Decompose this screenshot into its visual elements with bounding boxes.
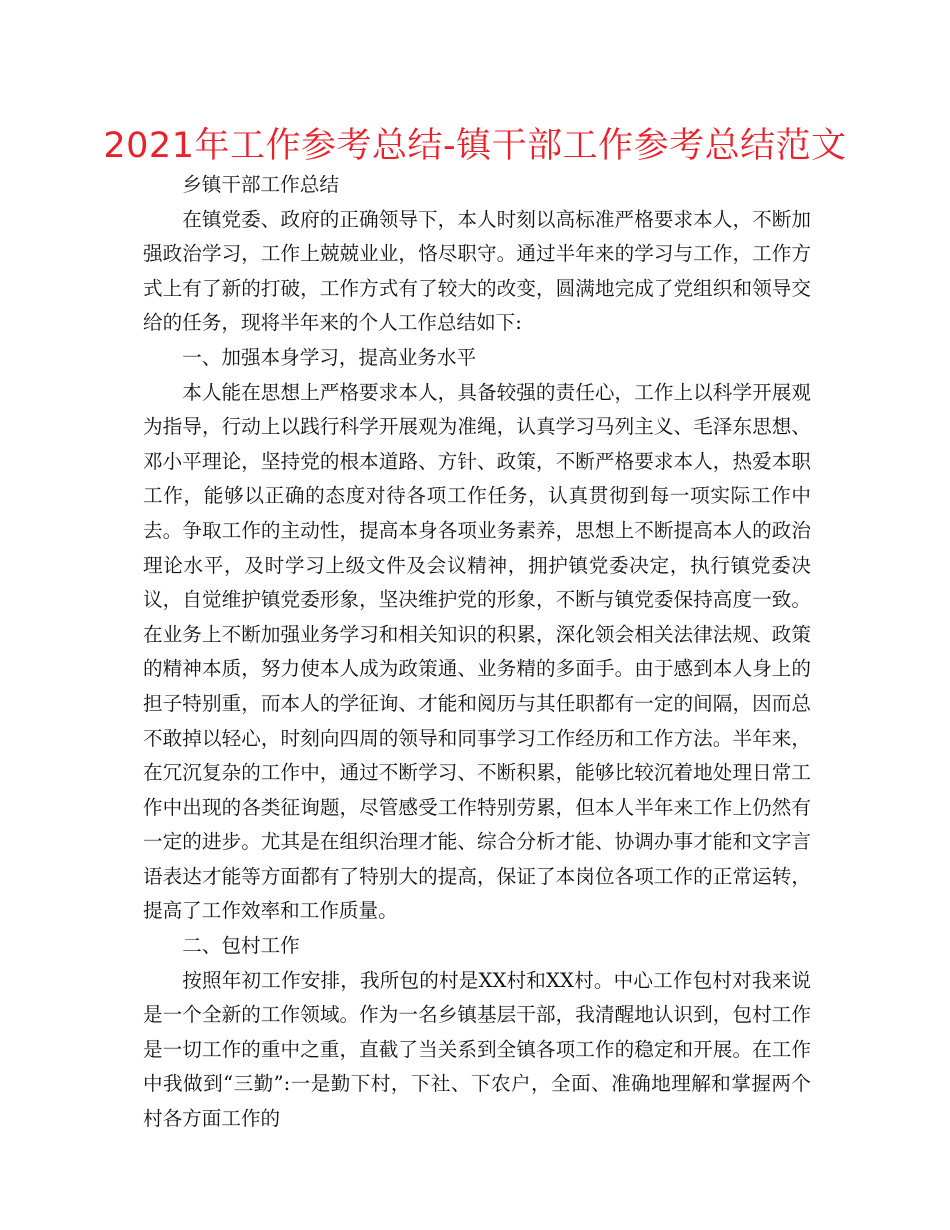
- document-body: [143, 168, 811, 1137]
- document-title: 2021年工作参考总结-镇干部工作参考总结范文: [103, 126, 847, 166]
- paragraph-intro: 在镇党委、政府的正确领导下，本人时刻以高标准严格要求本人，不断加强政治学习，工作上兢兢业业，恪尽职守。通过半年来的学习与工作，工作方式上有了新的打破，工作方式有了较大的改变，圆满地完成了党组织和领导交给的任务，现将半年来的个人工作总结如下:: [143, 207, 811, 335]
- section-heading-1: 一、加强本身学习，提高业务水平: [182, 345, 477, 369]
- paragraph-village-work: 按照年初工作安排，我所包的村是XX村和XX村。中心工作包村对我来说是一个全新的工作领域。作为一名乡镇基层干部，我清醒地认识到，包村工作是一切工作的重中之重，直截了当关系到全镇各项工作的稳定和开展。在工作中我做到“三勤”:一是勤下村，下社、下农户，全面、准确地理解和掌握两个村各方面工作的: [143, 968, 811, 1131]
- section-heading-2: 二、包村工作: [182, 934, 300, 958]
- paragraph-study: 本人能在思想上严格要求本人，具备较强的责任心，工作上以科学开展观为指导，行动上以践行科学开展观为准绳，认真学习马列主义、毛泽东思想、邓小平理论，坚持党的根本道路、方针、政策，不断严格要求本人，热爱本职工作，能够以正确的态度对待各项工作任务，认真贯彻到每一项实际工作中去。争取工作的主动性，提高本身各项业务素养，思想上不断提高本人的政治理论水平，及时学习上级文件及会议精神，拥护镇党委决定，执行镇党委决议，自觉维护镇党委形象，坚决维护党的形象，不断与镇党委保持高度一致。在业务上不断加强业务学习和相关知识的积累，深化领会相关法律法规、政策的精神本质，努力使本人成为政策通、业务精的多面手。由于感到本人身上的担子特别重，而本人的学征询、才能和阅历与其任职都有一定的间隔，因而总不敢掉以轻心，时刻向四周的领导和同事学习工作经历和工作方法。半年来，在冗沉复杂的工作中，通过不断学习、不断积累，能够比较沉着地处理日常工作中出现的各类征询题，尽管感受工作特别劳累，但本人半年来工作上仍然有一定的进步。尤其是在组织治理才能、综合分析才能、协调办事才能和文字言语表达才能等方面都有了特别大的提高，保证了本岗位各项工作的正常运转，提高了工作效率和工作质量。: [143, 380, 811, 923]
- subtitle: 乡镇干部工作总结: [182, 173, 339, 196]
